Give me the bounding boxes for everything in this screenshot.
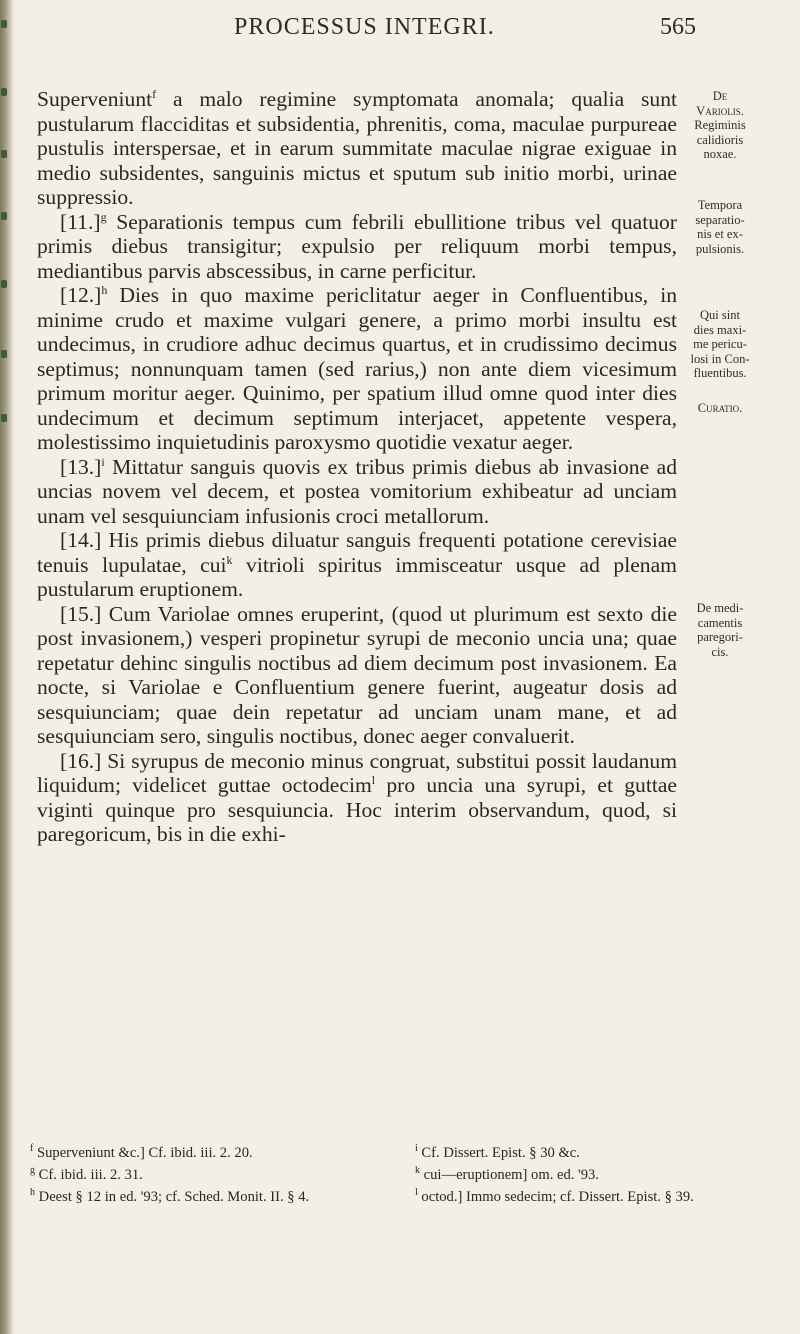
footnote-mark: k (415, 1164, 420, 1176)
footnote-mark: g (30, 1164, 35, 1176)
footnote-marker: h (101, 282, 108, 297)
paragraph-1: Superveniunt$^f$ a malo regimine symptomata anomala; qualia sunt pustularum flacciditas et subsidentia, phrenitis, coma, maculae purpureae pustulis interspersae, et in earum summitate maculae nigrae exiguae in medio subsidentes, sanguinis mictus et sputum sub initio morbi, urinae suppressio. (37, 86, 677, 209)
page-number: 565 (660, 14, 696, 40)
footnote-g: $^g$ Cf. ibid. iii. 2. 31. (30, 1164, 143, 1183)
margin-note-line: Curatio. (697, 401, 743, 415)
footnote-mark: i (415, 1143, 418, 1154)
paragraph-12: $[12.]^h$ Dies in quo maxime periclitatur aeger in Confluentibus, in minime crudo et maxime vulgari genere, a primo morbi insultu est undecimus, in crudiore adhuc decimus quartus, et in crudissimo decimus septimus; nonnunquam tamen (sed rarius,) non ante diem vicesimum primum moritur aeger. Quinimo, per spatium illud omne quod inter dies undecimum et decimum septimum interjacet, appetente vespera, molestissimo inquietudinis paroxysmo quotidie vexatur aeger. (37, 282, 677, 454)
footnotes-left-column (30, 1140, 400, 1206)
margin-note-line: Tempora (697, 198, 743, 212)
margin-note-line: nis et ex- (697, 227, 743, 241)
footnote-mark: f (30, 1143, 34, 1154)
margin-note-line: losi in Con- (690, 351, 750, 366)
margin-note-line: Qui sint (700, 308, 740, 322)
footnote-h: $^h$ Deest § 12 in ed. '93; cf. Sched. Monit. II. § 4. (30, 1186, 310, 1205)
footnote-l: $^l$ octod.] Immo sedecim; cf. Dissert. Epist. § 39. (415, 1186, 694, 1205)
paragraph-15: [15.] Cum Variolae omnes eruperint, (quod ut plurimum est sexto die post invasionem,) vesperi propinetur syrupi de meconio uncia una; quae repetatur dehinc singulis noctibus ad diem decimum post invasionem. Ea nocte, si Variolae e Confluentium genere fuerint, augeatur dosis ad sesquiunciam; quae dein repetatur ad unciam unam mane, et ad sesquiunciam sero, singulis noctibus, donec aeger convaluerit. (37, 601, 677, 748)
margin-note-line: calidioris (696, 132, 744, 147)
footnote-k: $^k$ cui—eruptionem] om. ed. '93. (415, 1164, 599, 1183)
margin-note-line: separatio- (695, 212, 745, 227)
paragraph-11: $[11.]^g$ Separationis tempus cum febrili ebullitione tribus vel quatuor primis diebus transigitur; expulsio per reliquum morbi tempus, mediantibus parvis abscessibus, in carne perficitur. (37, 209, 677, 283)
margin-note-line: Regiminis (694, 118, 746, 132)
footnote-marker: g (100, 209, 107, 224)
margin-note-line: fluentibus. (693, 366, 747, 380)
margin-note-line: camentis (697, 615, 743, 630)
main-text (37, 87, 677, 847)
margin-note-line: cis. (711, 644, 729, 659)
footnote-f: $^f$ Superveniunt &c.] Cf. ibid. iii. 2. 20. (30, 1143, 253, 1161)
footnote-marker: f (152, 86, 157, 101)
margin-note-line: De medi- (696, 601, 744, 615)
margin-note-line: De (712, 89, 728, 103)
footnote-marker: i (101, 454, 105, 469)
margin-note-de-medicamentis (682, 601, 758, 659)
paragraph-13: $[13.]^i$ Mittatur sanguis quovis ex tribus primis diebus ab invasione ad uncias novem vel decem, et postea vomitorium exhibeatur ad unciam unam vel sesquiunciam infusionis croci metallorum. (37, 454, 677, 528)
margin-note-qui-sint-dies (682, 308, 758, 381)
margin-note-line: paregori- (697, 630, 743, 644)
margin-note-de-variolis (682, 89, 758, 162)
margin-note-line: pulsionis. (695, 241, 745, 256)
paragraph-16: [16.] Si syrupus de meconio minus congruat, substitui possit laudanum liquidum; videlicet guttae octodecim$^l$ pro uncia una syrupi, et guttae viginti quinque pro sesquiuncia. Hoc interim observandum, quod, si paregoricum, bis in die exhi- (37, 748, 677, 846)
footnote-mark: h (30, 1186, 35, 1198)
margin-note-tempora (682, 198, 758, 256)
binding-stitch-marks (0, 0, 8, 1334)
margin-note-line: dies maxi- (693, 322, 747, 337)
margin-note-line: Variolis. (696, 103, 744, 118)
margin-note-line: me pericu- (693, 337, 747, 351)
paragraph-14: [14.] His primis diebus diluatur sanguis frequenti potatione cerevisiae tenuis lupulatae, cui$^k$ vitrioli spiritus immisceatur usque ad plenam pustularum eruptionem. (37, 528, 677, 601)
running-title: PROCESSUS INTEGRI. (234, 14, 495, 40)
footnote-marker: l (371, 772, 376, 787)
footnote-i: $^i$ Cf. Dissert. Epist. § 30 &c. (415, 1143, 580, 1161)
margin-note-line: noxae. (703, 147, 737, 161)
footnote-mark: l (415, 1186, 418, 1198)
footnotes-right-column (415, 1140, 775, 1206)
page-header (0, 14, 800, 54)
footnote-marker: k (226, 552, 233, 567)
margin-note-curatio (682, 401, 758, 416)
